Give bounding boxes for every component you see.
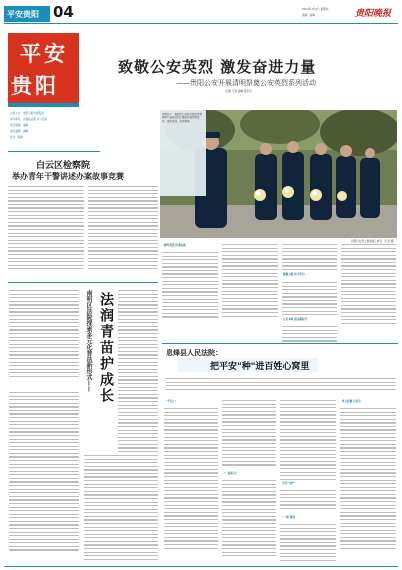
date-line: 2023年4月6日 星期四 xyxy=(302,8,329,11)
nanming-body-b xyxy=(9,392,79,553)
masthead: 贵阳晚报 xyxy=(355,9,392,19)
court-col4 xyxy=(340,408,396,551)
main-body-col3b xyxy=(282,282,337,318)
nanming-subheadline: 南明区法院探索多元化普法新形式—— xyxy=(85,290,92,392)
editor-line: 责编：编辑 xyxy=(302,14,315,17)
section-heading: 凝聚力量 担当作为 xyxy=(283,273,305,276)
credit-line: 主管主办：贵阳日报传媒集团 xyxy=(10,112,44,115)
court-subhead: "平安+" xyxy=(166,400,177,403)
side-caption: 清明前夕，贵阳市公安机关组织民警辅警代表前往烈士陵园开展祭奠活动，缅怀英烈，传承精神。 xyxy=(162,113,203,123)
court-subhead: 多元化解 心连心 xyxy=(342,400,362,403)
credit-line: 校对：编辑 xyxy=(10,136,23,139)
court-divider xyxy=(162,343,398,344)
credit-line: 美术编辑：编辑 xyxy=(10,130,29,133)
section-label: 平安贵阳 xyxy=(7,10,39,19)
logo-line1: 平安 xyxy=(20,42,68,66)
baiyun-headline-2: 举办青年干警讲述办案故事竞赛 xyxy=(12,172,124,181)
page-number: 04 xyxy=(53,3,74,21)
court-subhead: "一庭多点" xyxy=(224,472,238,475)
logo-line2: 贵阳 xyxy=(11,74,59,98)
baiyun-body-left xyxy=(8,186,84,272)
photo-caption: 民警们在烈士墓前献上鲜花（记者 摄） xyxy=(351,240,396,243)
court-subhead: 平安"守护" xyxy=(282,482,296,485)
court-col3c xyxy=(280,524,336,563)
court-col3b xyxy=(280,490,336,511)
footer-rule xyxy=(4,566,398,567)
main-body-col4 xyxy=(341,244,396,326)
section-heading: 立足本职 建功新时代 xyxy=(283,318,308,321)
court-col1 xyxy=(164,408,218,551)
court-col2b xyxy=(222,480,276,559)
court-lead xyxy=(166,378,396,392)
court-kicker: 息烽县人民法院： xyxy=(166,349,222,357)
court-subhead: "一线"服务 xyxy=(282,516,296,519)
court-col3 xyxy=(280,400,336,482)
baiyun-body-right xyxy=(88,186,158,272)
main-body-col1 xyxy=(162,252,218,320)
nanming-body-c xyxy=(84,455,158,562)
main-body-col3c xyxy=(282,326,337,344)
main-subtitle: ——贵阳公安开展清明祭奠公安英烈系列活动 xyxy=(176,79,316,87)
court-col2 xyxy=(222,400,276,468)
main-title: 致敬公安英烈 激发奋进力量 xyxy=(118,58,317,76)
credit-line: 协办单位：市委政法委 市公安局 xyxy=(10,118,48,121)
court-headline: 把平安"种"进百姓心窝里 xyxy=(210,362,310,372)
header-divider xyxy=(4,23,398,24)
section-heading: 缅怀英烈 传承忠诚 xyxy=(164,244,186,247)
logo-bar xyxy=(8,103,79,107)
credit-line: 责任编辑：编辑 xyxy=(10,124,29,127)
main-body-col3 xyxy=(282,244,337,273)
nanming-body-a xyxy=(118,290,158,458)
section-divider xyxy=(8,282,158,283)
nanming-headline: 法润青苗护成长 xyxy=(98,292,114,404)
main-body-col2 xyxy=(222,244,278,319)
baiyun-headline-1: 白云区检察院 xyxy=(36,161,91,171)
nanming-intro xyxy=(9,290,79,379)
byline: 文/图 记者 编辑 通讯员 xyxy=(225,90,252,93)
credits-divider xyxy=(8,151,100,152)
